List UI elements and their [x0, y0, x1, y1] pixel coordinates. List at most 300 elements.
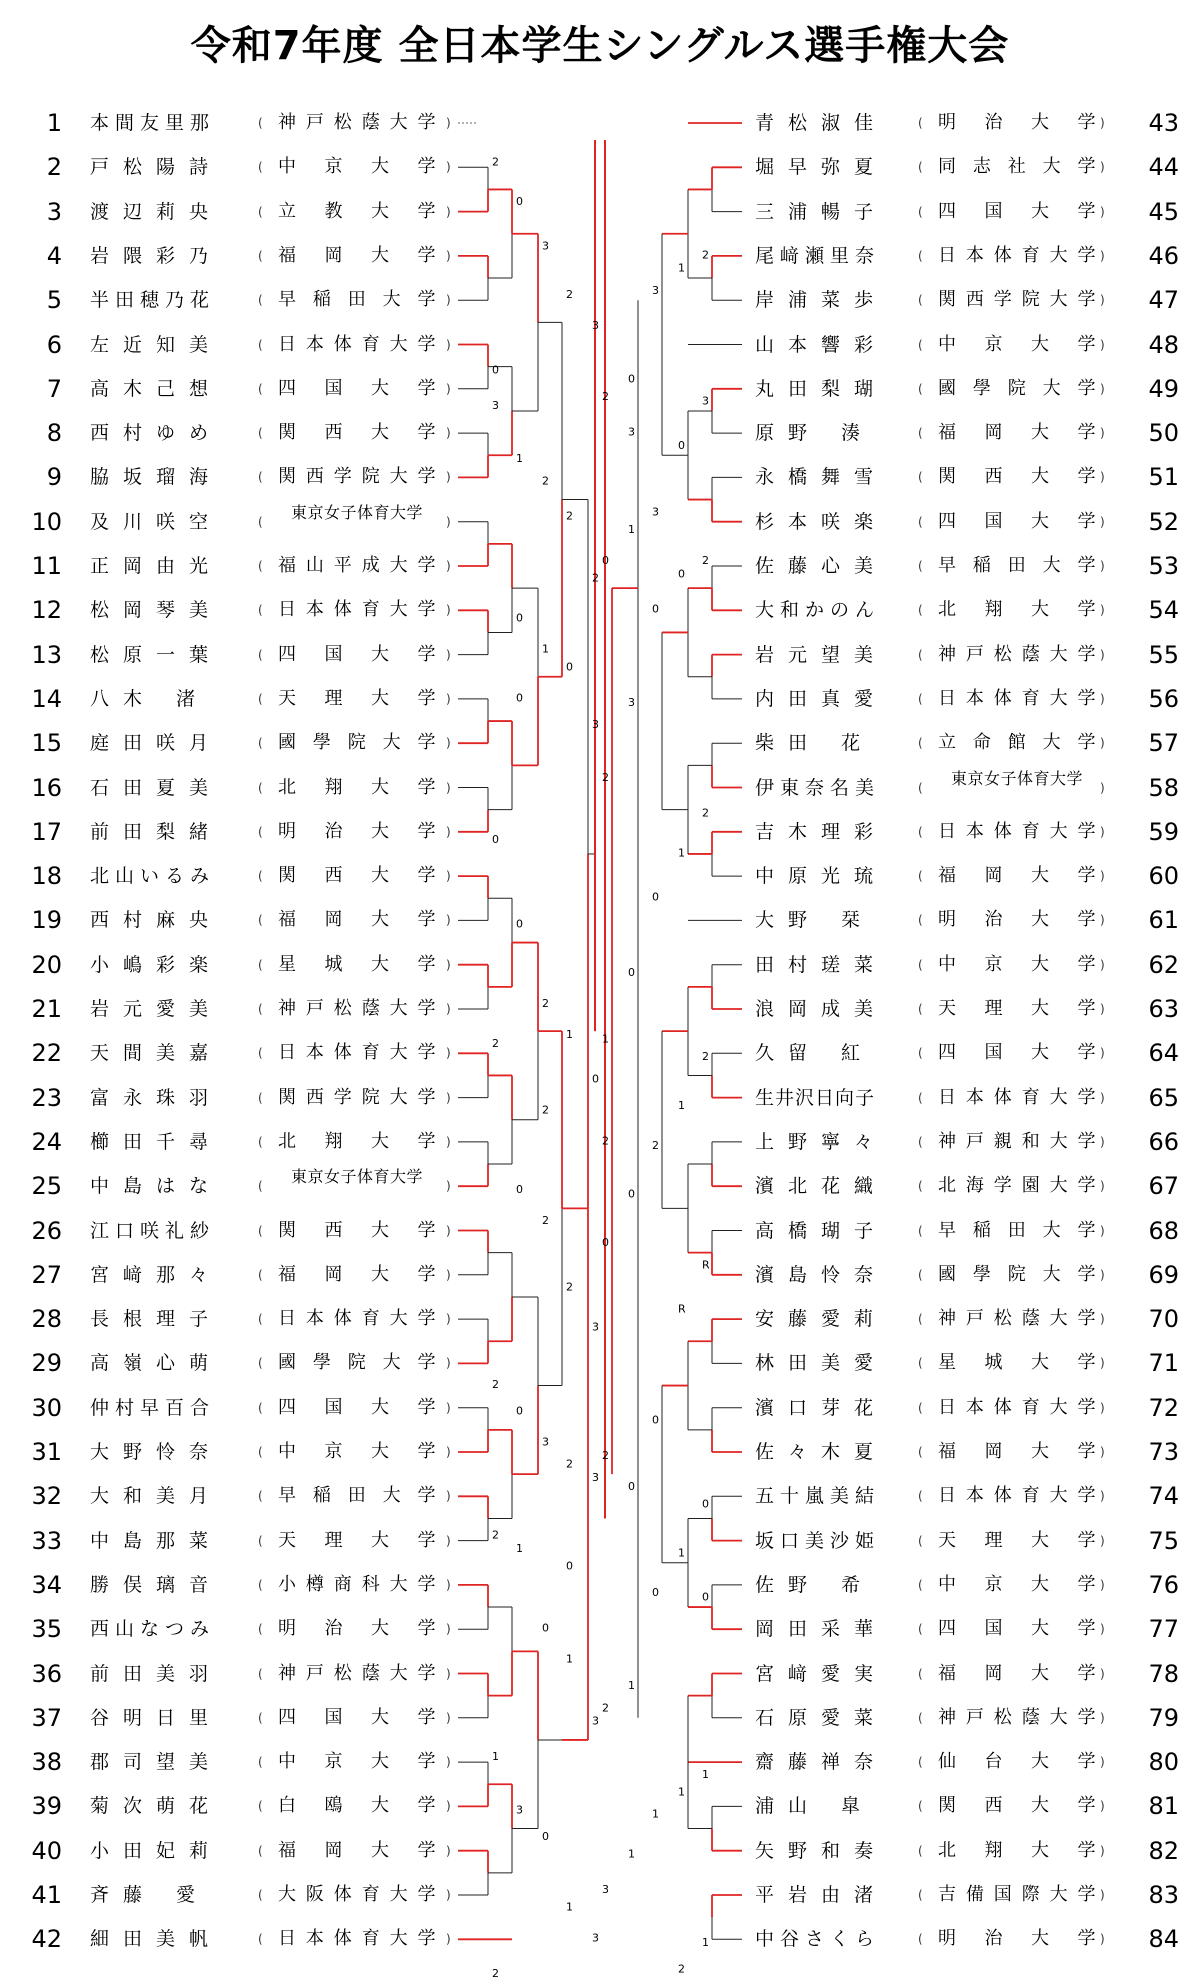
university-name: 明治大学: [278, 820, 436, 842]
seed-number: 20: [31, 950, 62, 979]
score-label: 3: [702, 394, 709, 408]
paren-close: ): [446, 647, 451, 662]
university-name: 関西学院大学: [278, 1086, 436, 1108]
score-label: 1: [628, 1847, 635, 1861]
score-label: 0: [542, 1829, 549, 1843]
player-row: [740, 1393, 1200, 1423]
seed-number: 25: [31, 1172, 62, 1201]
player-row: [0, 1747, 451, 1777]
paren-close: ): [1100, 1755, 1105, 1770]
paren-open: (: [918, 1622, 923, 1637]
paren-close: ): [1100, 1179, 1105, 1194]
university-name: 早稲田大学: [938, 555, 1096, 576]
paren-open: (: [918, 293, 923, 308]
score-label: 3: [592, 1471, 599, 1485]
score-label: 1: [678, 1098, 685, 1112]
player-name: 浪岡成美: [755, 998, 888, 1020]
seed-number: 67: [1148, 1172, 1179, 1201]
paren-open: (: [258, 869, 263, 884]
paren-open: (: [918, 1932, 923, 1947]
university-name: 福岡大学: [278, 909, 436, 931]
player-row: [740, 1570, 1200, 1600]
score-label: 2: [542, 1214, 549, 1228]
score-label: 2: [702, 806, 709, 820]
paren-close: ): [446, 691, 451, 706]
paren-open: (: [918, 1533, 923, 1548]
seed-number: 24: [31, 1127, 62, 1156]
paren-open: (: [918, 470, 923, 485]
university-name: 明治大学: [938, 1928, 1096, 1950]
player-row: [0, 1836, 451, 1866]
paren-open: (: [258, 1710, 263, 1725]
paren-open: (: [258, 1400, 263, 1415]
player-row: [0, 728, 451, 758]
university-name: 四国大学: [938, 200, 1096, 222]
score-label: 2: [702, 554, 709, 567]
player-name: 大野怜奈: [90, 1441, 223, 1463]
score-label: 1: [602, 1032, 609, 1046]
paren-open: (: [258, 691, 263, 706]
paren-close: ): [446, 913, 451, 928]
score-label: 1: [678, 1785, 685, 1799]
university-name: 天理大学: [938, 1529, 1096, 1551]
university-name: 早稲田大学: [278, 289, 436, 311]
paren-close: ): [1100, 381, 1105, 396]
seed-number: 3: [46, 197, 62, 226]
player-name: 岸浦菜歩: [755, 289, 888, 312]
paren-open: (: [918, 1755, 923, 1770]
score-label: 0: [678, 567, 685, 581]
paren-open: (: [918, 691, 923, 706]
player-row: [740, 905, 1200, 935]
paren-open: (: [918, 869, 923, 884]
university-name: 立教大学: [278, 200, 436, 222]
player-name: 伊東奈名美: [755, 776, 881, 799]
paren-close: ): [446, 1046, 451, 1061]
player-name: 岩元望美: [755, 643, 888, 666]
score-label: 1: [516, 1541, 523, 1555]
paren-close: ): [1100, 1489, 1105, 1504]
player-row: [740, 1703, 1200, 1733]
player-row: [740, 1437, 1200, 1467]
player-row: [740, 1260, 1200, 1290]
paren-open: (: [258, 1533, 263, 1548]
seed-number: 7: [46, 374, 62, 403]
player-name: 本間友里那: [90, 112, 216, 134]
paren-close: ): [1100, 647, 1105, 662]
seed-number: 52: [1148, 507, 1179, 536]
paren-close: ): [446, 1799, 451, 1814]
paren-close: ): [446, 957, 451, 972]
player-name: 岩元愛美: [90, 998, 223, 1020]
paren-open: (: [258, 293, 263, 308]
score-label: 3: [602, 1883, 609, 1896]
paren-open: (: [258, 603, 263, 618]
paren-close: ): [1100, 1622, 1105, 1637]
player-name: 渡辺莉央: [90, 200, 223, 223]
seed-number: 11: [31, 552, 62, 580]
player-name: 濱口芽花: [755, 1396, 888, 1419]
score-label: 3: [592, 1320, 599, 1334]
paren-open: (: [258, 957, 263, 972]
paren-open: (: [258, 1755, 263, 1770]
paren-close: ): [446, 1445, 451, 1459]
seed-number: 45: [1148, 197, 1179, 226]
university-name: 神戸松蔭大学: [278, 998, 436, 1019]
player-row: [0, 1614, 451, 1644]
university-name: 吉備国際大学: [938, 1884, 1096, 1905]
university-name: 神戸松蔭大学: [278, 112, 436, 133]
paren-close: ): [446, 1622, 451, 1637]
seed-number: 31: [31, 1438, 62, 1466]
paren-open: (: [258, 1489, 263, 1504]
university-name: 同志社大学: [938, 156, 1096, 178]
player-name: 勝俣璃音: [90, 1573, 223, 1596]
university-name: 星城大学: [938, 1352, 1096, 1374]
paren-close: ): [446, 1090, 451, 1105]
seed-number: 36: [31, 1659, 62, 1688]
university-name: 日本体育大学: [278, 333, 436, 355]
paren-open: (: [918, 426, 923, 441]
player-row: [0, 817, 451, 847]
seed-number: 62: [1148, 950, 1179, 979]
score-label: 2: [602, 1448, 609, 1462]
seed-number: 69: [1148, 1260, 1179, 1289]
paren-open: (: [918, 1002, 923, 1016]
university-name: 日本体育大学: [938, 244, 1096, 266]
seed-number: 65: [1148, 1083, 1179, 1112]
score-label: 3: [516, 1803, 523, 1817]
seed-number: 84: [1148, 1925, 1179, 1954]
player-row: [0, 1481, 451, 1511]
paren-open: (: [258, 1267, 263, 1282]
university-name: 中京大学: [278, 156, 436, 178]
player-name: 松原一葉: [90, 643, 223, 666]
paren-close: ): [1100, 1888, 1105, 1902]
score-label: 0: [602, 554, 609, 567]
paren-open: (: [258, 470, 263, 485]
player-row: [740, 1304, 1200, 1334]
university-name: 仙台大学: [938, 1751, 1096, 1773]
player-name: 山本響彩: [755, 333, 888, 356]
player-name: 柴田 花: [755, 732, 875, 755]
score-label: 0: [652, 602, 659, 616]
score-label: 2: [566, 509, 573, 523]
seed-number: 72: [1148, 1393, 1179, 1422]
player-row: [740, 1747, 1200, 1777]
paren-close: ): [446, 1179, 451, 1194]
paren-close: ): [446, 1312, 451, 1327]
paren-close: ): [446, 1223, 451, 1238]
player-row: [0, 1526, 451, 1556]
paren-open: (: [918, 248, 923, 263]
paren-open: (: [258, 1223, 263, 1238]
seed-number: 79: [1148, 1703, 1179, 1732]
paren-close: ): [446, 1932, 451, 1947]
paren-close: ): [1100, 1799, 1105, 1814]
paren-open: (: [258, 1843, 263, 1858]
paren-close: ): [1100, 1046, 1105, 1061]
score-label: 2: [566, 1280, 573, 1294]
player-row: [0, 462, 451, 492]
paren-close: ): [1100, 603, 1105, 618]
university-name: 明治大学: [938, 909, 1096, 931]
paren-open: (: [918, 1799, 923, 1814]
university-name: 四国大学: [938, 1618, 1096, 1640]
paren-open: (: [918, 1356, 923, 1371]
player-row: [740, 551, 1200, 581]
player-row: [740, 1481, 1200, 1511]
university-name: 中京大学: [278, 1441, 436, 1462]
paren-open: (: [258, 647, 263, 662]
paren-open: (: [918, 1400, 923, 1415]
score-label: R: [702, 1258, 710, 1272]
score-label: 0: [652, 890, 659, 904]
university-name: 天理大学: [278, 687, 436, 709]
player-name: 半田穂乃花: [90, 289, 216, 312]
paren-close: ): [446, 248, 451, 263]
paren-close: ): [446, 1710, 451, 1725]
university-name: 関西大学: [278, 422, 436, 444]
player-row: [740, 1038, 1200, 1068]
paren-open: (: [258, 248, 263, 263]
paren-close: ): [1100, 514, 1105, 529]
paren-open: (: [918, 1267, 923, 1282]
score-label: 0: [492, 363, 499, 377]
player-name: 上野寧々: [755, 1130, 888, 1153]
player-name: 浦山 皐: [755, 1795, 875, 1818]
paren-close: ): [1100, 1223, 1105, 1238]
player-name: 脇坂瑠海: [90, 466, 223, 489]
player-row: [0, 1167, 451, 1201]
paren-close: ): [1100, 869, 1105, 884]
paren-open: (: [258, 1932, 263, 1947]
paren-open: (: [918, 780, 923, 795]
score-label: 0: [516, 611, 523, 625]
player-row: [740, 1216, 1200, 1246]
paren-open: (: [258, 824, 263, 839]
paren-close: ): [446, 1002, 451, 1016]
paren-close: ): [1100, 1533, 1105, 1548]
player-name: 高嶺心萌: [90, 1352, 223, 1375]
player-name: 齋藤禅奈: [755, 1751, 888, 1774]
paren-close: ): [1100, 1445, 1105, 1459]
player-row: [0, 502, 451, 537]
paren-open: (: [258, 337, 263, 352]
paren-open: (: [918, 337, 923, 352]
player-row: [0, 905, 451, 935]
paren-open: (: [258, 1666, 263, 1681]
university-name: 神戸親和大学: [938, 1130, 1096, 1152]
university-name: 日本体育大学: [938, 820, 1096, 842]
player-name: 濱島怜奈: [755, 1263, 888, 1286]
seed-number: 13: [31, 640, 62, 669]
seed-number: 49: [1148, 374, 1179, 403]
paren-open: (: [258, 204, 263, 219]
score-label: 2: [542, 474, 549, 488]
player-row: [740, 1614, 1200, 1644]
player-name: 佐野 希: [755, 1573, 875, 1596]
paren-close: ): [1100, 957, 1105, 972]
score-label: 1: [678, 846, 685, 860]
university-name: 福岡大学: [278, 1263, 436, 1285]
university-name: 神戸松蔭大学: [278, 1662, 436, 1684]
player-row: [0, 374, 451, 404]
score-label: 1: [702, 1767, 709, 1781]
player-name: 高木己想: [90, 377, 223, 400]
score-label: 2: [542, 1103, 549, 1117]
seed-number: 53: [1148, 552, 1179, 580]
paren-open: (: [258, 913, 263, 928]
score-label: 2: [702, 1050, 709, 1064]
player-name: 大和美月: [90, 1485, 223, 1508]
seed-number: 66: [1148, 1127, 1179, 1156]
university-name: 日本体育大学: [278, 599, 436, 621]
seed-number: 44: [1148, 153, 1179, 182]
player-row: [0, 1791, 451, 1821]
player-name: 谷明日里: [90, 1706, 223, 1729]
score-label: 2: [652, 1138, 659, 1152]
score-label: 0: [678, 438, 685, 452]
score-label: 0: [602, 1236, 609, 1250]
university-name: 北翔大学: [938, 1839, 1096, 1861]
paren-close: ): [1100, 824, 1105, 839]
seed-number: 43: [1148, 109, 1179, 137]
paren-open: (: [918, 160, 923, 175]
score-label: 2: [602, 771, 609, 785]
paren-close: ): [446, 337, 451, 352]
player-name: 小田妃莉: [90, 1839, 223, 1862]
seed-number: 30: [31, 1393, 62, 1422]
paren-close: ): [446, 1489, 451, 1504]
university-name: 日本体育大学: [938, 1396, 1096, 1418]
player-row: [0, 1127, 451, 1157]
player-row: [0, 1038, 451, 1068]
seed-number: 18: [31, 862, 62, 891]
paren-open: (: [258, 1134, 263, 1149]
seed-number: 29: [31, 1349, 62, 1378]
player-name: 斉藤 愛: [90, 1884, 210, 1906]
paren-open: (: [258, 736, 263, 751]
university-name: 四国大学: [278, 1396, 436, 1418]
player-name: 仲村早百合: [90, 1396, 216, 1419]
score-label: 3: [628, 425, 635, 439]
university-name: 関西大学: [278, 1219, 436, 1241]
player-row: [740, 1924, 1200, 1954]
player-name: 天間美嘉: [90, 1042, 223, 1065]
player-name: 中島那菜: [90, 1529, 223, 1552]
university-name: 神戸松蔭大学: [938, 1706, 1096, 1728]
paren-close: ): [446, 1888, 451, 1902]
player-row: [0, 1570, 451, 1600]
player-row: [740, 728, 1200, 758]
university-name: 福岡大学: [278, 244, 436, 266]
university-name: 福岡大学: [938, 422, 1096, 444]
seed-number: 81: [1148, 1792, 1179, 1821]
seed-number: 19: [31, 906, 62, 935]
score-label: 1: [628, 522, 635, 536]
player-row: [0, 595, 451, 625]
player-name: 林田美愛: [755, 1352, 888, 1375]
player-name: 西村ゆめ: [90, 422, 223, 445]
seed-number: 42: [31, 1925, 62, 1954]
score-label: 3: [592, 1714, 599, 1728]
score-label: 1: [652, 1807, 659, 1821]
seed-number: 27: [31, 1260, 62, 1289]
paren-close: ): [446, 780, 451, 795]
paren-open: (: [918, 1577, 923, 1592]
paren-close: ): [1100, 1356, 1105, 1371]
paren-open: (: [258, 1046, 263, 1061]
score-label: 0: [516, 195, 523, 209]
player-row: [0, 773, 451, 803]
paren-close: ): [1100, 1002, 1105, 1016]
paren-open: (: [918, 1888, 923, 1902]
paren-open: (: [258, 1888, 263, 1902]
score-label: 0: [566, 1559, 573, 1573]
player-row: [0, 640, 451, 670]
player-row: [0, 994, 451, 1024]
score-label: 0: [652, 1413, 659, 1427]
page-title: 令和7年度 全日本学生シングルス選手権大会: [190, 23, 1010, 69]
player-name: 永橋舞雪: [755, 466, 888, 489]
score-label: 2: [592, 571, 599, 585]
paren-close: ): [446, 603, 451, 618]
university-name: 四国大学: [278, 643, 436, 665]
paren-open: (: [258, 1090, 263, 1105]
player-row: [740, 950, 1200, 980]
player-name: 西村麻央: [90, 909, 223, 932]
paren-open: (: [918, 1046, 923, 1061]
seed-number: 9: [46, 463, 62, 492]
paren-open: (: [918, 1666, 923, 1681]
paren-open: (: [918, 514, 923, 529]
seed-number: 80: [1148, 1748, 1179, 1777]
player-row: [0, 197, 451, 227]
university-name: 國學院大学: [278, 1352, 436, 1374]
player-row: [740, 1791, 1200, 1821]
university-name: 早稲田大学: [938, 1219, 1096, 1241]
seed-number: 57: [1148, 729, 1179, 758]
paren-open: (: [258, 1312, 263, 1327]
player-row: [740, 418, 1200, 448]
player-name: 郡司望美: [90, 1751, 223, 1774]
score-label: 0: [652, 1586, 659, 1600]
player-name: 及川咲空: [90, 510, 223, 533]
player-name: 五十嵐美結: [755, 1485, 881, 1508]
seed-number: 76: [1148, 1570, 1179, 1599]
player-row: [0, 551, 451, 581]
paren-close: ): [1100, 116, 1105, 130]
seed-number: 8: [46, 419, 62, 448]
score-label: 1: [566, 1028, 573, 1042]
paren-open: (: [918, 1445, 923, 1459]
player-row: [740, 1348, 1200, 1378]
paren-close: ): [1100, 1267, 1105, 1282]
player-name: 佐々木夏: [755, 1441, 888, 1463]
university-name: 東京女子体育大学: [290, 1167, 423, 1187]
player-name: 堀早弥夏: [755, 156, 888, 179]
paren-close: ): [446, 1755, 451, 1770]
paren-close: ): [1100, 426, 1105, 441]
paren-open: (: [918, 1843, 923, 1858]
seed-number: 68: [1148, 1216, 1179, 1245]
score-label: 1: [702, 1936, 709, 1950]
university-name: 四国大学: [278, 1706, 436, 1728]
university-name: 中京大学: [278, 1751, 436, 1773]
score-label: 2: [702, 248, 709, 262]
player-row: [740, 861, 1200, 891]
